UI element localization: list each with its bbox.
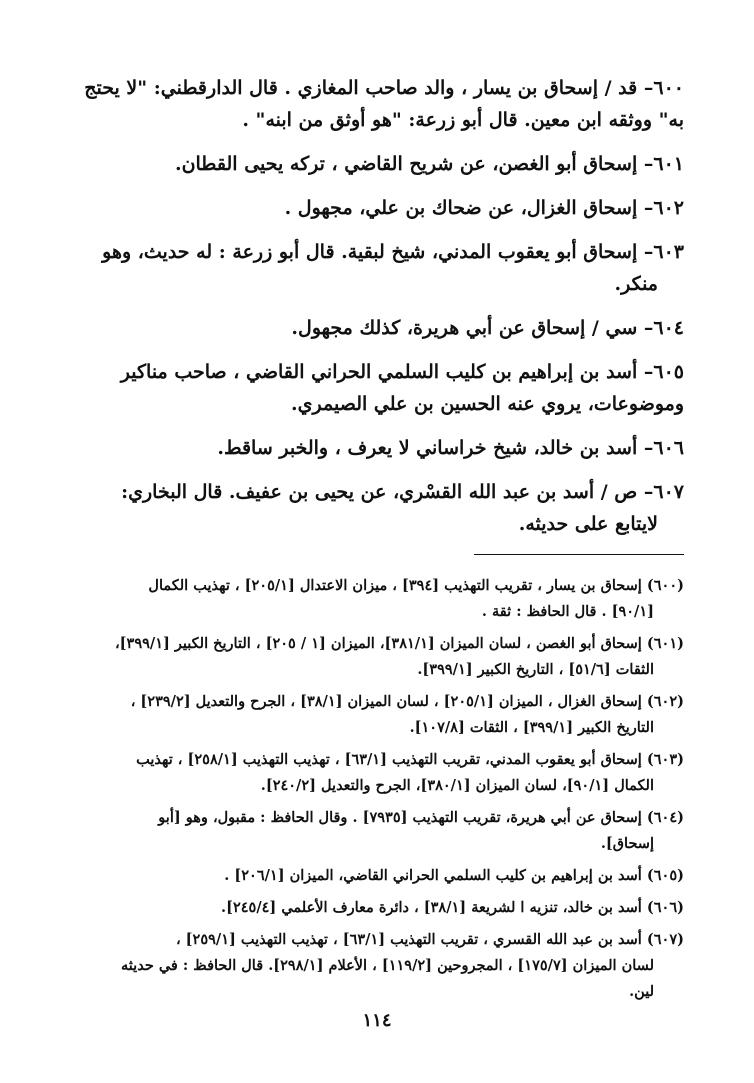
footnote-continuation: لسان الميزان [١٧٥/٧] ، المجروحين [١١٩/٢] ، الأعلام [٢٩٨/١]. قال الحافظ : في حديثه [121, 957, 654, 974]
entry-600: ٦٠٠– قد / إسحاق بن يسار ، والد صاحب المغازي . قال الدارقطني: "لا يحتج به" ووثقه ابن معين. قال أبو زرعة: "هو أوثق من ابنه" . [70, 72, 684, 136]
footnote-continuation: الكمال [٩٠/١]، لسان الميزان [٣٨٠/١]، الجرح والتعديل [٢٤٠/٢]. [260, 777, 654, 794]
book-page [70, 72, 684, 1011]
entry-text: سي / إسحاق عن أبي هريرة، كذلك مجهول. [291, 317, 638, 339]
footnote-text: إسحاق أبو الغصن ، لسان الميزان [٣٨١/١]، الميزان [١ / ٢٠٥] ، التاريخ الكبير [٣٩٩/١]، [115, 635, 642, 652]
entry-text: إسحاق أبو الغصن، عن شريح القاضي ، تركه يحيى القطان. [174, 153, 638, 175]
entry-text: قد / إسحاق بن يسار ، والد صاحب المغازي . قال الدارقطني: "لا يحتج [84, 77, 638, 99]
footnote-number: (٦٠٦) [646, 899, 684, 916]
entry-text: إسحاق أبو يعقوب المدني، شيخ لبقية. قال أبو زرعة : له حديث، وهو [102, 241, 638, 263]
entry-text: أسد بن خالد، شيخ خراساني لا يعرف ، والخبر ساقط. [217, 437, 638, 459]
entry-text: إسحاق الغزال، عن ضحاك بن علي، مجهول . [284, 197, 638, 219]
entry-number: ٦٠١ [653, 153, 684, 175]
entry-number: ٦٠٦ [653, 437, 684, 459]
footnote-divider [474, 554, 684, 555]
footnote-number: (٦٠١) [646, 635, 684, 652]
footnote-continuation: الثقات [٥١/٦] ، التاريخ الكبير [٣٩٩/١]. [417, 661, 654, 678]
entry-continuation: وموضوعات، يروي عنه الحسين بن علي الصيمري. [291, 393, 684, 415]
entry-number: ٦٠٧ [653, 481, 684, 503]
footnote-continuation: إسحاق]. [600, 835, 654, 852]
footnote-606 [70, 895, 684, 921]
main-text [70, 72, 684, 540]
footnote-number: (٦٠٧) [646, 931, 684, 948]
footnote-number: (٦٠٠) [646, 577, 684, 594]
footnote-number: (٦٠٢) [646, 693, 684, 710]
footnote-604 [70, 805, 684, 857]
footnote-text: إسحاق أبو يعقوب المدني، تقريب التهذيب [٦٣/١] ، تهذيب التهذيب [٢٥٨/١] ، تهذيب [136, 751, 642, 768]
entry-continuation: لايتابع على حديثه. [518, 513, 658, 535]
entry-continuation: به" ووثقه ابن معين. قال أبو زرعة: "هو أوثق من ابنه" . [242, 109, 684, 131]
entry-605: ٦٠٥– أسد بن إبراهيم بن كليب السلمي الحراني القاضي ، صاحب مناكير وموضوعات، يروي عنه الحسين بن علي الصيمري. [70, 356, 684, 420]
footnote-continuation: التاريخ الكبير [٣٩٩/١] ، الثقات [١٠٧/٨]. [409, 719, 654, 736]
footnote-602 [70, 689, 684, 741]
entry-604: ٦٠٤– سي / إسحاق عن أبي هريرة، كذلك مجهول. [291, 317, 684, 339]
footnote-text: أسد بن خالد، تنزيه ا لشريعة [٣٨/١] ، دائرة معارف الأعلمي [٢٤٥/٤]. [221, 899, 642, 916]
page-number: ١١٤ [362, 1010, 392, 1031]
entry-continuation: منكر. [614, 273, 658, 295]
footnote-text: إسحاق الغزال ، الميزان [٢٠٥/١] ، لسان الميزان [٣٨/١] ، الجرح والتعديل [٢٣٩/٢] ، [130, 693, 642, 710]
entry-601: ٦٠١– إسحاق أبو الغصن، عن شريح القاضي ، تركه يحيى القطان. [174, 153, 684, 175]
footnote-607 [70, 927, 684, 1005]
footnotes [70, 573, 684, 1005]
footnote-number: (٦٠٥) [646, 867, 684, 884]
footnote-600 [70, 573, 684, 625]
footnote-number: (٦٠٣) [646, 751, 684, 768]
footnote-number: (٦٠٤) [646, 809, 684, 826]
footnote-603 [70, 747, 684, 799]
entry-number: ٦٠٠ [653, 77, 684, 99]
entry-606: ٦٠٦– أسد بن خالد، شيخ خراساني لا يعرف ، والخبر ساقط. [217, 437, 684, 459]
footnote-601 [70, 631, 684, 683]
entry-text: ص / أسد بن عبد الله القسْري، عن يحيى بن عفيف. قال البخاري: [121, 481, 638, 503]
entry-number: ٦٠٤ [653, 317, 684, 339]
entry-number: ٦٠٥ [653, 361, 684, 383]
entry-number: ٦٠٢ [653, 197, 684, 219]
entry-603: ٦٠٣– إسحاق أبو يعقوب المدني، شيخ لبقية. قال أبو زرعة : له حديث، وهو منكر. [70, 236, 684, 300]
footnote-text: إسحاق بن يسار ، تقريب التهذيب [٣٩٤] ، ميزان الاعتدال [٢٠٥/١] ، تهذيب الكمال [148, 577, 642, 594]
footnote-605 [70, 863, 684, 889]
footnote-continuation: [٩٠/١] . قال الحافظ : ثقة . [481, 603, 654, 620]
entry-text: أسد بن إبراهيم بن كليب السلمي الحراني القاضي ، صاحب مناكير [120, 361, 638, 383]
entry-607: ٦٠٧– ص / أسد بن عبد الله القسْري، عن يحيى بن عفيف. قال البخاري: لايتابع على حديثه. [70, 476, 684, 540]
footnote-continuation: لين. [629, 983, 654, 1000]
footnote-text: أسد بن عبد الله القسري ، تقريب التهذيب [٦٣/١] ، تهذيب التهذيب [٢٥٩/١] ، [175, 931, 642, 948]
footnote-text: إسحاق عن أبي هريرة، تقريب التهذيب [٧٩٣٥] . وقال الحافظ : مقبول، وهو [أبو [158, 809, 642, 826]
entry-602: ٦٠٢– إسحاق الغزال، عن ضحاك بن علي، مجهول . [284, 197, 684, 219]
entry-number: ٦٠٣ [653, 241, 684, 263]
footnote-text: أسد بن إبراهيم بن كليب السلمي الحراني القاضي، الميزان [٢٠٦/١] . [224, 867, 642, 884]
